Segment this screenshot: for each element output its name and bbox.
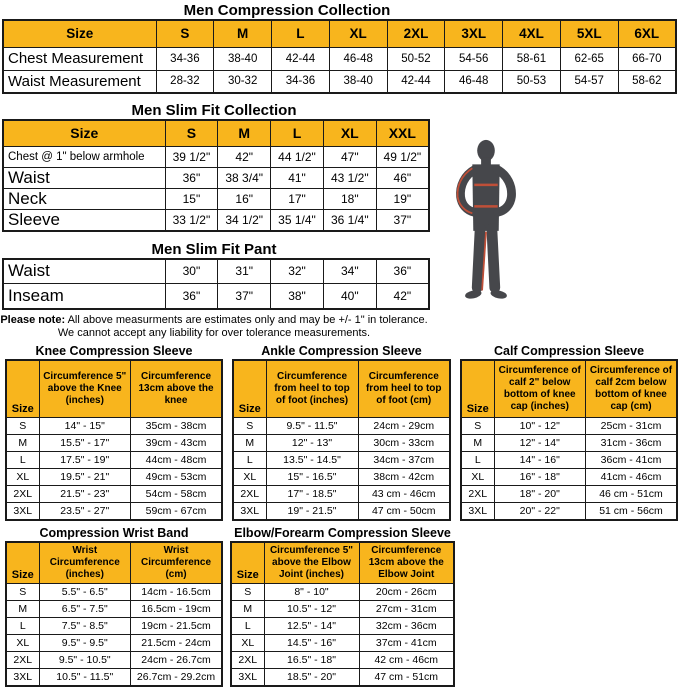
- row-label-cell: L: [461, 452, 494, 469]
- size-header-cell: XXL: [376, 120, 429, 146]
- men-compression-body: [3, 47, 676, 93]
- row-label-cell: M: [6, 601, 39, 618]
- row-label-cell: XL: [233, 469, 266, 486]
- table-row: [6, 435, 222, 452]
- value-cell: 12" - 14": [494, 435, 586, 452]
- man-silhouette-svg: [442, 136, 530, 312]
- value-cell: 12" - 13": [266, 435, 358, 452]
- size-header-cell: Size: [3, 120, 165, 146]
- value-cell: 58-61: [503, 47, 561, 70]
- value-cell: 42": [218, 146, 271, 167]
- value-cell: 16" - 18": [494, 469, 586, 486]
- value-cell: 10.5" - 11.5": [39, 669, 131, 686]
- row-label-cell: Neck: [3, 188, 165, 209]
- table-row: [461, 435, 677, 452]
- row-label-cell: XL: [6, 469, 39, 486]
- table-row: [6, 503, 222, 520]
- value-cell: 21.5cm - 24cm: [131, 635, 223, 652]
- value-cell: 10.5" - 12": [264, 601, 359, 618]
- value-cell: 17": [271, 188, 324, 209]
- value-cell: 38 3/4": [218, 167, 271, 188]
- table-row: [6, 601, 222, 618]
- value-cell: 24cm - 26.7cm: [131, 652, 223, 669]
- wrist-band-section: [5, 526, 223, 687]
- row-label-cell: 3XL: [6, 669, 39, 686]
- row-label-cell: Waist: [3, 259, 165, 284]
- elbow-sleeve-title: Elbow/Forearm Compression Sleeve: [234, 525, 451, 540]
- size-header-cell: S: [165, 120, 218, 146]
- value-cell: 42-44: [387, 70, 445, 93]
- header-row: [6, 542, 222, 584]
- value-cell: 30cm - 33cm: [358, 435, 450, 452]
- slim-fit-pant-table: [2, 258, 430, 310]
- value-cell: 39 1/2": [165, 146, 218, 167]
- value-cell: 54cm - 58cm: [131, 486, 223, 503]
- row-label-cell: S: [231, 584, 264, 601]
- value-cell: 31cm - 36cm: [586, 435, 678, 452]
- row-label-cell: 2XL: [231, 652, 264, 669]
- header-row: [3, 120, 429, 146]
- value-cell: 13.5" - 14.5": [266, 452, 358, 469]
- size-header-cell: L: [271, 120, 324, 146]
- table-row: [3, 284, 429, 309]
- row-label-cell: L: [6, 618, 39, 635]
- value-cell: 54-57: [560, 70, 618, 93]
- value-cell: 5.5" - 6.5": [39, 584, 131, 601]
- size-header-cell: 6XL: [618, 20, 676, 47]
- row-label-cell: Inseam: [3, 284, 165, 309]
- size-header-cell: Size: [461, 360, 494, 418]
- value-cell: 34": [323, 259, 376, 284]
- column-header-cell: Circumference from heel to top of foot (inches): [266, 360, 358, 418]
- value-cell: 26.7cm - 29.2cm: [131, 669, 223, 686]
- row-label-cell: M: [6, 435, 39, 452]
- value-cell: 12.5" - 14": [264, 618, 359, 635]
- table-row: [6, 452, 222, 469]
- table-row: [231, 635, 454, 652]
- elbow-sleeve-section: [230, 526, 455, 687]
- row-label-cell: M: [461, 435, 494, 452]
- table-row: [231, 652, 454, 669]
- value-cell: 42 cm - 46cm: [359, 652, 454, 669]
- value-cell: 20" - 22": [494, 503, 586, 520]
- value-cell: 14" - 16": [494, 452, 586, 469]
- row-label-cell: 3XL: [461, 503, 494, 520]
- wrist-band-title: Compression Wrist Band: [39, 525, 189, 540]
- table-row: [3, 188, 429, 209]
- table-row: [233, 469, 450, 486]
- table-row: [3, 209, 429, 231]
- column-header-cell: Circumference 5" above the Elbow Joint (inches): [264, 542, 359, 584]
- value-cell: 47": [323, 146, 376, 167]
- size-header-cell: 5XL: [560, 20, 618, 47]
- ankle-sleeve-section: [232, 344, 451, 521]
- value-cell: 24cm - 29cm: [358, 418, 450, 435]
- row-label-cell: 3XL: [233, 503, 266, 520]
- table-row: [233, 452, 450, 469]
- value-cell: 16.5cm - 19cm: [131, 601, 223, 618]
- ankle-sleeve-title: Ankle Compression Sleeve: [261, 343, 422, 358]
- value-cell: 66-70: [618, 47, 676, 70]
- table-row: [3, 167, 429, 188]
- slim-fit-pant-body: [3, 259, 429, 309]
- table-row: [461, 469, 677, 486]
- sleeve-tables-row: [5, 344, 679, 521]
- table-row: [6, 618, 222, 635]
- row-label-cell: 2XL: [233, 486, 266, 503]
- value-cell: 27cm - 31cm: [359, 601, 454, 618]
- value-cell: 46": [376, 167, 429, 188]
- note-text: All above measurments are estimates only and may be +/- 1" in tolerance.: [65, 313, 428, 326]
- value-cell: 47 cm - 50cm: [358, 503, 450, 520]
- table-row: [6, 418, 222, 435]
- value-cell: 34 1/2": [218, 209, 271, 231]
- value-cell: 15": [165, 188, 218, 209]
- value-cell: 46-48: [445, 70, 503, 93]
- calf-sleeve-table: [460, 359, 678, 521]
- value-cell: 10" - 12": [494, 418, 586, 435]
- value-cell: 38cm - 42cm: [358, 469, 450, 486]
- value-cell: 39cm - 43cm: [131, 435, 223, 452]
- row-label-cell: S: [6, 584, 39, 601]
- table-row: [3, 47, 676, 70]
- elbow-sleeve-body: [231, 584, 454, 686]
- value-cell: 34cm - 37cm: [358, 452, 450, 469]
- value-cell: 36": [165, 167, 218, 188]
- value-cell: 42": [376, 284, 429, 309]
- value-cell: 38": [271, 284, 324, 309]
- size-header-cell: Size: [231, 542, 264, 584]
- value-cell: 16": [218, 188, 271, 209]
- row-label-cell: XL: [6, 635, 39, 652]
- size-header-cell: 4XL: [503, 20, 561, 47]
- row-label-cell: M: [233, 435, 266, 452]
- value-cell: 51 cm - 56cm: [586, 503, 678, 520]
- value-cell: 19.5" - 21": [39, 469, 131, 486]
- knee-sleeve-title: Knee Compression Sleeve: [35, 343, 193, 358]
- header-row: [233, 360, 450, 418]
- value-cell: 44cm - 48cm: [131, 452, 223, 469]
- size-header-cell: Size: [233, 360, 266, 418]
- table-row: [461, 452, 677, 469]
- value-cell: 32cm - 36cm: [359, 618, 454, 635]
- value-cell: 43 1/2": [323, 167, 376, 188]
- table-row: [3, 146, 429, 167]
- note-label: Please note:: [0, 313, 66, 326]
- row-label-cell: L: [233, 452, 266, 469]
- value-cell: 30-32: [214, 70, 272, 93]
- value-cell: 19": [376, 188, 429, 209]
- value-cell: 36": [165, 284, 218, 309]
- slim-fit-title: Men Slim Fit Collection: [131, 102, 297, 119]
- table-row: [233, 418, 450, 435]
- value-cell: 62-65: [560, 47, 618, 70]
- value-cell: 41": [271, 167, 324, 188]
- man-silhouette-figure: [442, 136, 530, 312]
- table-row: [6, 669, 222, 686]
- table-row: [6, 469, 222, 486]
- value-cell: 7.5" - 8.5": [39, 618, 131, 635]
- slim-fit-body: [3, 146, 429, 231]
- row-label-cell: 3XL: [6, 503, 39, 520]
- table-row: [233, 503, 450, 520]
- row-label-cell: Chest Measurement: [3, 47, 156, 70]
- row-label-cell: XL: [461, 469, 494, 486]
- elbow-sleeve-table: [230, 541, 455, 687]
- row-label-cell: L: [231, 618, 264, 635]
- value-cell: 35cm - 38cm: [131, 418, 223, 435]
- column-header-cell: Circumference of calf 2cm below bottom of knee cap (cm): [586, 360, 678, 418]
- tolerance-note: [0, 314, 428, 340]
- value-cell: 32": [271, 259, 324, 284]
- value-cell: 21.5" - 23": [39, 486, 131, 503]
- row-label-cell: S: [6, 418, 39, 435]
- value-cell: 31": [218, 259, 271, 284]
- knee-sleeve-body: [6, 418, 222, 520]
- table-row: [461, 418, 677, 435]
- header-row: [6, 360, 222, 418]
- column-header-cell: Wrist Circumference (inches): [39, 542, 131, 584]
- value-cell: 6.5" - 7.5": [39, 601, 131, 618]
- row-label-cell: M: [231, 601, 264, 618]
- header-row: [461, 360, 677, 418]
- men-compression-title: Men Compression Collection: [183, 2, 391, 19]
- row-label-cell: Sleeve: [3, 209, 165, 231]
- ankle-sleeve-body: [233, 418, 450, 520]
- value-cell: 14" - 15": [39, 418, 131, 435]
- value-cell: 44 1/2": [271, 146, 324, 167]
- column-header-cell: Circumference 13cm above the knee: [131, 360, 223, 418]
- value-cell: 25cm - 31cm: [586, 418, 678, 435]
- value-cell: 15" - 16.5": [266, 469, 358, 486]
- value-cell: 36 1/4": [323, 209, 376, 231]
- value-cell: 23.5" - 27": [39, 503, 131, 520]
- row-label-cell: S: [461, 418, 494, 435]
- table-row: [461, 503, 677, 520]
- value-cell: 38-40: [329, 70, 387, 93]
- value-cell: 50-53: [503, 70, 561, 93]
- value-cell: 15.5" - 17": [39, 435, 131, 452]
- header-row: [3, 20, 676, 47]
- wrist-band-body: [6, 584, 222, 686]
- row-label-cell: Waist Measurement: [3, 70, 156, 93]
- value-cell: 8" - 10": [264, 584, 359, 601]
- column-header-cell: Wrist Circumference (cm): [131, 542, 223, 584]
- value-cell: 9.5" - 10.5": [39, 652, 131, 669]
- value-cell: 17.5" - 19": [39, 452, 131, 469]
- table-row: [233, 486, 450, 503]
- value-cell: 37cm - 41cm: [359, 635, 454, 652]
- row-label-cell: 2XL: [6, 486, 39, 503]
- row-label-cell: S: [233, 418, 266, 435]
- column-header-cell: Circumference 13cm above the Elbow Joint: [359, 542, 454, 584]
- row-label-cell: L: [6, 452, 39, 469]
- value-cell: 34-36: [156, 47, 214, 70]
- size-header-cell: 2XL: [387, 20, 445, 47]
- column-header-cell: Circumference 5" above the Knee (inches): [39, 360, 131, 418]
- header-row: [231, 542, 454, 584]
- table-row: [3, 259, 429, 284]
- row-label-cell: XL: [231, 635, 264, 652]
- value-cell: 46-48: [329, 47, 387, 70]
- size-header-cell: L: [272, 20, 330, 47]
- size-header-cell: Size: [3, 20, 156, 47]
- value-cell: 43 cm - 46cm: [358, 486, 450, 503]
- value-cell: 14.5" - 16": [264, 635, 359, 652]
- value-cell: 17" - 18.5": [266, 486, 358, 503]
- row-label-cell: Waist: [3, 167, 165, 188]
- size-header-cell: M: [218, 120, 271, 146]
- value-cell: 28-32: [156, 70, 214, 93]
- calf-sleeve-section: [460, 344, 678, 521]
- ankle-sleeve-table: [232, 359, 451, 521]
- value-cell: 41cm - 46cm: [586, 469, 678, 486]
- table-row: [461, 486, 677, 503]
- column-header-cell: Circumference of calf 2" below bottom of knee cap (inches): [494, 360, 586, 418]
- note-line1: [0, 314, 427, 326]
- value-cell: 59cm - 67cm: [131, 503, 223, 520]
- value-cell: 16.5" - 18": [264, 652, 359, 669]
- table-row: [231, 601, 454, 618]
- value-cell: 50-52: [387, 47, 445, 70]
- size-header-cell: XL: [323, 120, 376, 146]
- calf-sleeve-body: [461, 418, 677, 520]
- note-line2: We cannot accept any liability for over tolerance measurements.: [57, 326, 371, 339]
- value-cell: 19" - 21.5": [266, 503, 358, 520]
- value-cell: 9.5" - 11.5": [266, 418, 358, 435]
- column-header-cell: Circumference from heel to top of foot (cm): [358, 360, 450, 418]
- value-cell: 46 cm - 51cm: [586, 486, 678, 503]
- value-cell: 14cm - 16.5cm: [131, 584, 223, 601]
- value-cell: 18.5" - 20": [264, 669, 359, 686]
- wrist-band-table: [5, 541, 223, 687]
- row-label-cell: 3XL: [231, 669, 264, 686]
- value-cell: 20cm - 26cm: [359, 584, 454, 601]
- size-header-cell: M: [214, 20, 272, 47]
- size-header-cell: Size: [6, 360, 39, 418]
- table-row: [6, 584, 222, 601]
- row-label-cell: Chest @ 1" below armhole: [3, 146, 165, 167]
- value-cell: 36cm - 41cm: [586, 452, 678, 469]
- row-label-cell: 2XL: [6, 652, 39, 669]
- calf-sleeve-title: Calf Compression Sleeve: [493, 343, 645, 358]
- value-cell: 35 1/4": [271, 209, 324, 231]
- slim-fit-pant-title: Men Slim Fit Pant: [151, 240, 277, 258]
- table-row: [233, 435, 450, 452]
- value-cell: 36": [376, 259, 429, 284]
- value-cell: 34-36: [272, 70, 330, 93]
- value-cell: 19cm - 21.5cm: [131, 618, 223, 635]
- value-cell: 30": [165, 259, 218, 284]
- table-row: [6, 652, 222, 669]
- value-cell: 18": [323, 188, 376, 209]
- value-cell: 9.5" - 9.5": [39, 635, 131, 652]
- table-row: [6, 486, 222, 503]
- value-cell: 18" - 20": [494, 486, 586, 503]
- value-cell: 54-56: [445, 47, 503, 70]
- value-cell: 42-44: [272, 47, 330, 70]
- table-row: [3, 70, 676, 93]
- size-header-cell: XL: [329, 20, 387, 47]
- knee-sleeve-table: [5, 359, 223, 521]
- value-cell: 37": [376, 209, 429, 231]
- size-header-cell: Size: [6, 542, 39, 584]
- table-row: [6, 635, 222, 652]
- table-row: [231, 669, 454, 686]
- men-compression-table: [2, 19, 677, 94]
- value-cell: 47 cm - 51cm: [359, 669, 454, 686]
- value-cell: 49 1/2": [376, 146, 429, 167]
- slim-fit-table: [2, 119, 430, 232]
- value-cell: 49cm - 53cm: [131, 469, 223, 486]
- knee-sleeve-section: [5, 344, 223, 521]
- value-cell: 33 1/2": [165, 209, 218, 231]
- value-cell: 40": [323, 284, 376, 309]
- band-tables-row: [5, 526, 679, 687]
- size-header-cell: 3XL: [445, 20, 503, 47]
- value-cell: 58-62: [618, 70, 676, 93]
- size-header-cell: S: [156, 20, 214, 47]
- value-cell: 37": [218, 284, 271, 309]
- value-cell: 38-40: [214, 47, 272, 70]
- table-row: [231, 584, 454, 601]
- table-row: [231, 618, 454, 635]
- row-label-cell: 2XL: [461, 486, 494, 503]
